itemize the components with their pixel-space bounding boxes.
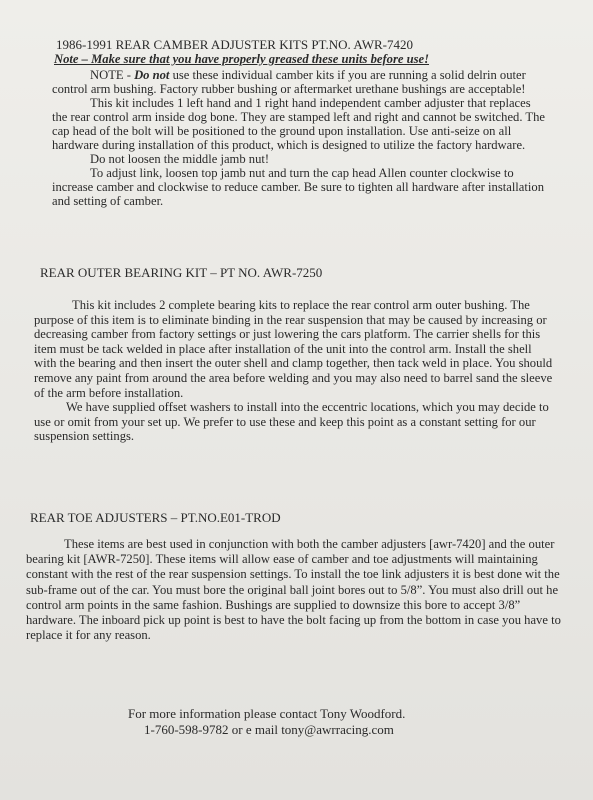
toe-adjusters-heading: REAR TOE ADJUSTERS – PT.NO.E01-TROD (30, 510, 281, 525)
bearing-kit-heading: REAR OUTER BEARING KIT – PT NO. AWR-7250 (40, 265, 323, 280)
bearing-kit-paragraph: This kit includes 2 complete bearing kits to replace the rear control arm outer bushing. The purpose of this item is to eliminate binding in the rear suspension that may be caused by increasing or decreasing camber from factory settings or just lowering the cars platform. The carrier shells for this item must be tack welded in place after installation of the unit into the control arm. Install the shell with the bearing and then insert the outer shell and clamp together, then tack weld in place. You should remove any paint from around the area before welding and you may also need to barrel sand the sleeve of the arm before installation. (34, 298, 553, 400)
bearing-kit-section (34, 298, 556, 444)
contact-info (128, 706, 405, 738)
document-title: 1986-1991 REAR CAMBER ADJUSTER KITS PT.NO. AWR-7420 (56, 37, 413, 52)
grease-note: Note – Make sure that you have properly greased these units before use! (54, 52, 430, 66)
contact-phone-email: 1-760-598-9782 or e mail tony@awrracing.com (144, 722, 394, 737)
kit-contents-paragraph: This kit includes 1 left hand and 1 right hand independent camber adjuster that replaces the rear control arm inside dog bone. They are stamped left and right and cannot be switched. The cap head of the bolt will be positioned to the ground upon installation. Use anti-seize on all hardware during installation of this product, which is designed to utilize the factory hardware. (52, 96, 545, 152)
toe-adjusters-paragraph: These items are best used in conjunction with both the camber adjusters [awr-7420] and the outer bearing kit [AWR-7250]. These items will allow ease of camber and toe adjustments will maintaining constant with the rest of the rear suspension settings. To install the toe link adjusters it is best done wit the sub-frame out of the car. You must bore the original ball joint bores out to 5/8”. You must also drill out he control arm points in the same fashion. Bushings are supplied to downsize this bore to accept 3/8” hardware. The inboard pick up point is best to have the bolt facing up from the bottom in case you have to replace it for any reason. (26, 537, 561, 643)
jamb-nut-warning: Do not loosen the middle jamb nut! (90, 152, 270, 166)
note-text: use these individual camber kits if you are running a solid delrin outer control arm bushing. Factory rubber bushing or aftermarket urethane bushings are acceptable! (52, 68, 526, 96)
toe-adjusters-section (26, 537, 566, 643)
note-label: NOTE - (90, 68, 135, 82)
camber-kit-section (52, 68, 548, 208)
offset-washers-paragraph: We have supplied offset washers to install into the eccentric locations, which you may decide to use or omit from your set up. We prefer to use these and keep this point as a constant setting for our suspension settings. (34, 400, 549, 444)
adjust-instructions-paragraph: To adjust link, loosen top jamb nut and turn the cap head Allen counter clockwise to increase camber and clockwise to reduce camber. Be sure to tighten all hardware after installation and setting of camber. (52, 166, 544, 208)
contact-line: For more information please contact Tony Woodford. (128, 706, 406, 721)
note-emphasis: Do not (134, 68, 170, 82)
bushing-note-paragraph (52, 68, 548, 96)
